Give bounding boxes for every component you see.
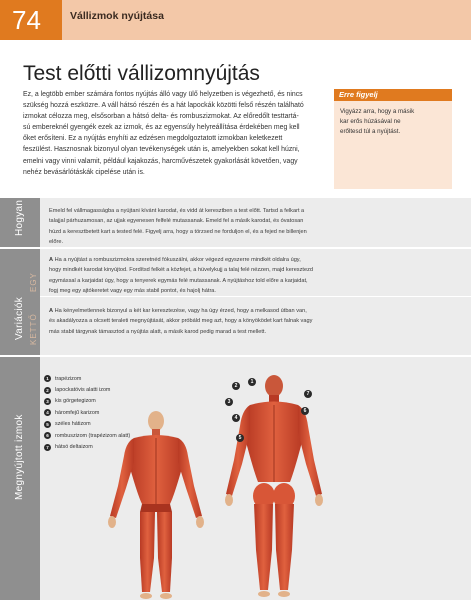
variation-line: és akadályozza a olcsett teraleti megnyújtását, akkor próbáld meg azt, hogy a könyöködet kart falnak vagy <box>49 318 313 325</box>
muscle-marker: 4 <box>232 414 240 422</box>
legend-item: 7 hátsó deltaizom <box>44 441 130 452</box>
intro-line: izmokat célozza meg, elsősorban a hátsó delta- és rombuszizmokat. Az előredőlt testtartá- <box>23 113 299 121</box>
intro-line: feszülést. Hasznosnak bizonyul olyan tevékenységek után is, amelyekben sokat kell húzni, <box>23 146 300 154</box>
legend-item: 5 széles hátizom <box>44 419 130 430</box>
tip-text <box>334 101 452 143</box>
section-label-how: Hogyan <box>14 199 25 236</box>
variation-line: hogy mindkét karodat kinyújtod. Fordítsd felkét a közfejet, a hüvelykujj a talaj felé nézzen, majd keresztezd <box>49 267 313 274</box>
tip-line: kar erős húzásával ne <box>340 118 401 125</box>
how-text <box>49 206 307 247</box>
legend-item: 3 kis görgetegizom <box>44 396 130 407</box>
variation-line: fogj meg egy ajtókeretet vagy egy más stabil pontot, és hajolj hátra. <box>49 287 216 294</box>
section-divider <box>0 355 471 357</box>
tip-line: erőltesd túl a nyújtást. <box>340 128 401 135</box>
intro-line: nehéz bevásárlótáskák cipelése után is. <box>23 168 145 176</box>
page-title: Test előtti vállizomnyújtás <box>23 62 260 85</box>
variation-line: egymással a karjaidat úgy, hogy a tenyerek egymás felé mutassanak. A nyújtáshoz told előre a karjaidat, <box>49 277 308 284</box>
page-number: 74 <box>0 0 62 40</box>
legend-number: 6 <box>44 432 51 439</box>
legend-item: 2 lapockatövis alatti izom <box>44 384 130 395</box>
variation-label-one: EGY <box>29 272 38 292</box>
tip-line: Vigyázz arra, hogy a másik <box>340 108 415 115</box>
tip-box <box>334 89 452 189</box>
intro-line: szükség hozzá eszközre. A váll hátsó részén és a hát lapockák közötti felső részén található <box>23 102 304 110</box>
legend-item: 4 háromfejű karizom <box>44 407 130 418</box>
intro-line: emelni vagy vinni valamit, például kajakozás, harcművészetek gyakorlását követően, vagy <box>23 157 298 165</box>
muscle-marker: 1 <box>248 378 256 386</box>
how-line: talajjal párhuzamosan, az ujjak egyenesen felfelé mutassanak. Emeld fel a másik karodat, és óvatosan <box>49 218 304 225</box>
section-divider <box>0 247 471 249</box>
section-label-muscles: Megnyújtott izmok <box>14 414 25 500</box>
legend-number: 5 <box>44 421 51 428</box>
intro-line: őket erősíteni. Ez a nyújtás enyhíti az edzésen megdolgoztatott izmokban keletkezett <box>23 135 283 143</box>
legend-number: 4 <box>44 409 51 416</box>
variation-line: más stabil tárgynak támasztod a nyújtás alatt, a másik karod pedig marad a test mellett. <box>49 328 267 335</box>
intro-line: Ez, a legtöbb ember számára fontos nyújtás álló vagy ülő helyzetben is végezhető, és nincs <box>23 91 303 98</box>
intro-line: sú embereknél gyengék ezek az izmok, és az egyensúly helyreállítása érdekében meg kell <box>23 124 300 132</box>
variation-line: A Ha kényelmetlennek bizonyul a két kar keresztezése, vagy ha úgy érzed, hogy a melkasod útban van, <box>49 308 307 314</box>
variation-label-two: KETTŐ <box>29 313 38 345</box>
variation-marker: A <box>49 308 54 314</box>
chapter-title: Vállizmok nyújtása <box>70 10 164 22</box>
muscle-marker: 6 <box>301 407 309 415</box>
legend-number: 3 <box>44 398 51 405</box>
variation-marker: A <box>49 257 54 263</box>
variation-line: A Ha a nyújtást a rombuszizmokra szeretnéd fókuszálni, akkor végezd egyszerre mindkét oldalra úgy, <box>49 257 301 263</box>
how-line: Emeld fel vállmagasságba a nyújtani kívánt karodat, és vidd át keresztben a test előtt. Tartsd a felkart a <box>49 208 305 214</box>
legend-number: 2 <box>44 387 51 394</box>
back-anatomy-figure <box>218 372 330 600</box>
front-anatomy-figure <box>100 408 212 600</box>
legend-item: 1 trapézizom <box>44 373 130 384</box>
intro-text <box>23 89 318 178</box>
variation-two-text <box>49 306 312 337</box>
legend-item: 6 rombuszizom (trapézizom alatt) <box>44 430 130 441</box>
muscle-marker: 5 <box>236 434 244 442</box>
legend-number: 7 <box>44 444 51 451</box>
how-line: húzd a keresztbetett kart a tested felé. Figyelj arra, hogy a törzsed ne forduljon el, és a fejed ne billenjen <box>49 228 307 235</box>
variation-one-text <box>49 255 313 296</box>
how-line: előre. <box>49 238 63 245</box>
section-label-variations: Variációk <box>14 296 25 340</box>
legend-number: 1 <box>44 375 51 382</box>
section-sidebar <box>0 198 40 600</box>
tip-heading: Erre figyelj <box>334 89 452 101</box>
muscle-marker: 7 <box>304 390 312 398</box>
muscle-marker: 3 <box>225 398 233 406</box>
muscle-marker: 2 <box>232 382 240 390</box>
